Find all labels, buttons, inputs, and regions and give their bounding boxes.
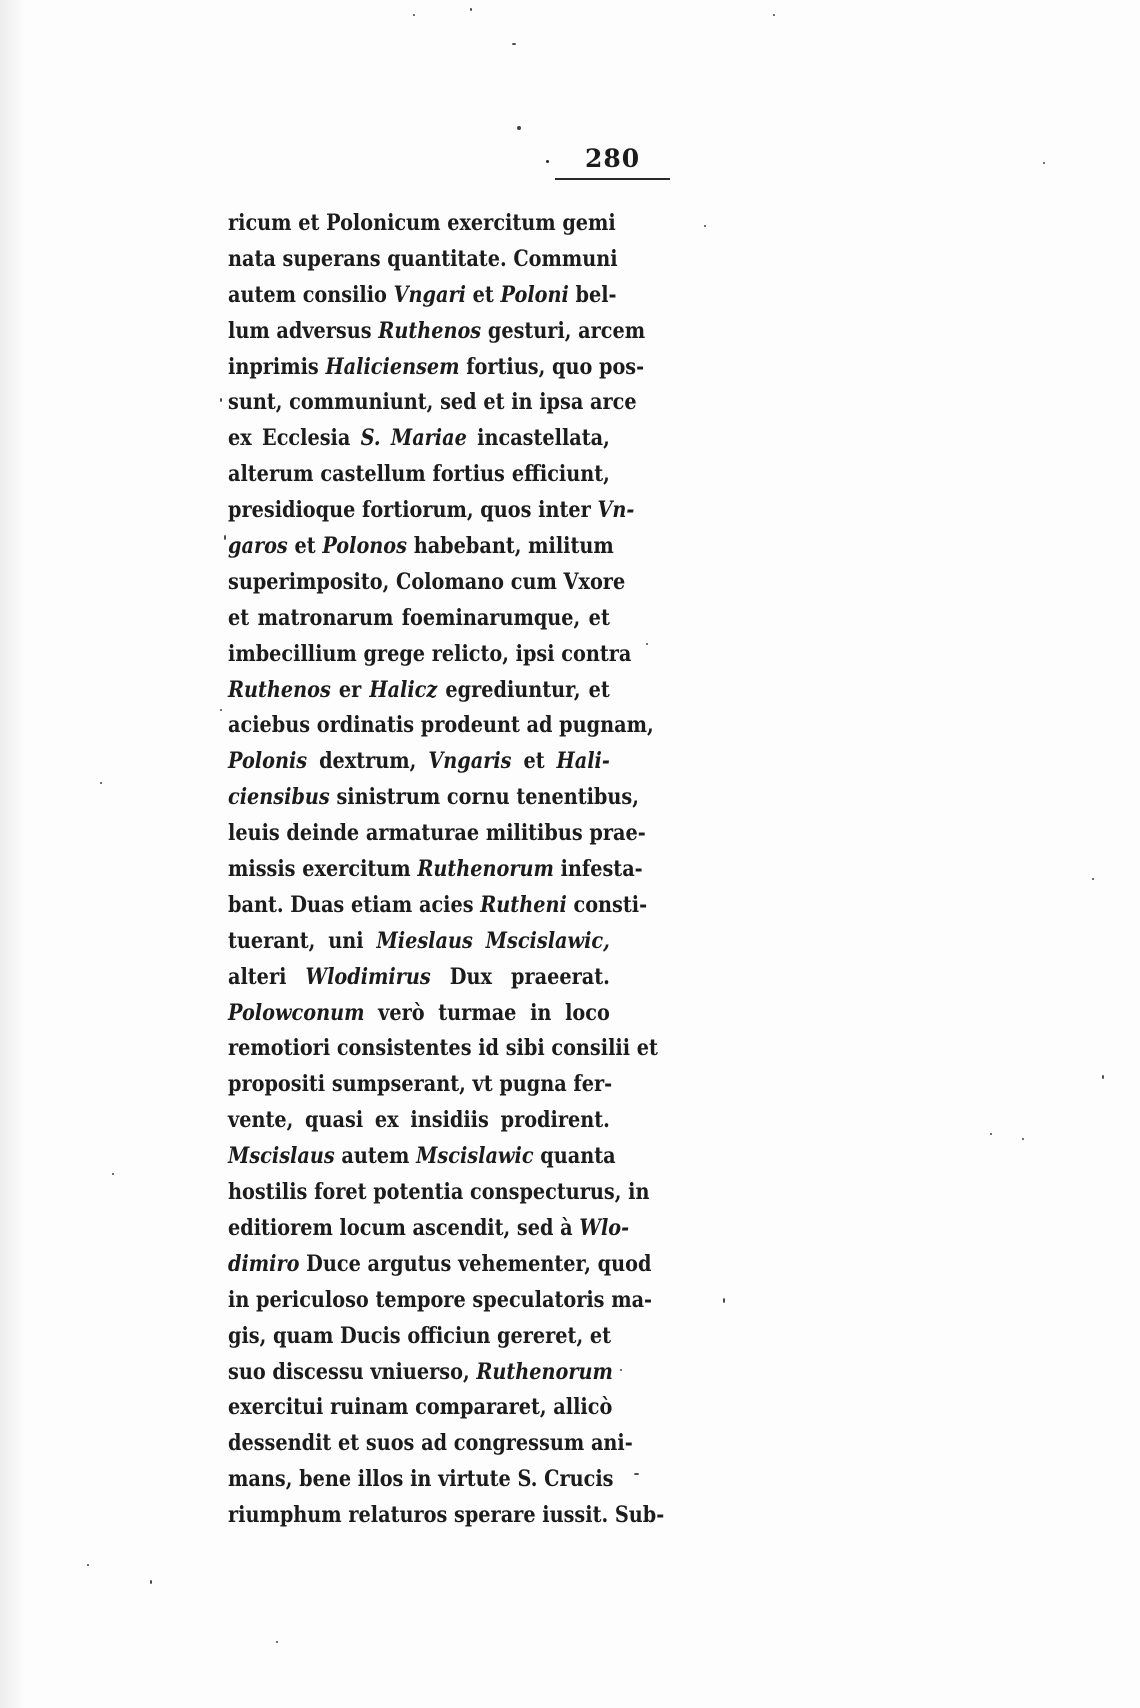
text-segment: propositi sumpserant, vt pugna fer- [228,1071,613,1098]
italic-name: Ruthenorum [417,856,554,883]
italic-name: Haliciensem [325,353,460,380]
text-segment: et [465,281,501,308]
italic-name: Polowconum [228,999,365,1026]
text-segment: autem [334,1143,417,1170]
scan-speck [220,709,222,711]
text-segment: imbecillium grege relicto, ipsi contra [228,640,632,667]
text-line [228,996,610,1032]
text-segment: nata superans quantitate. Communi [228,245,618,272]
italic-name: Ruthenos [378,317,482,344]
page-edge-shadow [0,0,26,1708]
text-segment: bel- [568,281,617,308]
text-segment: vente, quasi ex insidiis prodirent. [228,1107,610,1134]
text-segment: exercitui ruinam compararet, allicò [228,1394,613,1421]
text-line [228,1426,633,1462]
text-segment: Dux praeerat. [430,963,610,990]
italic-name: Polonos [322,533,408,560]
text-segment: hostilis foret potentia conspecturus, in [228,1179,650,1206]
text-segment: infesta- [553,856,643,883]
text-segment: consti- [566,891,648,918]
text-line [228,457,610,493]
text-segment: suo discessu vniuerso, [228,1358,477,1385]
text-line [228,888,648,924]
text-line [228,385,637,421]
text-segment: ex Ecclesia [228,425,361,452]
text-line [228,1103,610,1139]
text-segment: sunt, communiunt, sed et in ipsa arce [228,389,637,416]
scan-speck [150,1580,152,1584]
text-line [228,960,610,996]
text-segment: habebant, militum [407,533,614,560]
text-line [228,206,616,242]
text-segment: gesturi, arcem [481,317,646,344]
scan-speck [470,8,472,11]
text-segment: et [287,533,323,560]
text-line [228,1390,613,1426]
scan-speck [87,1564,89,1566]
text-line [228,1247,652,1283]
text-segment: incastellata, [466,425,610,452]
italic-name: Vngari [393,281,466,308]
text-line [228,1175,650,1211]
text-line [228,1319,610,1355]
scan-speck [276,1641,278,1643]
text-segment: missis exercitum [228,856,418,883]
text-line [228,529,614,565]
text-line [228,601,610,637]
text-segment: editiorem locum ascendit, sed à [228,1214,580,1241]
italic-name: Hali- [556,748,610,775]
scan-speck [1092,878,1094,880]
text-line [228,637,632,673]
text-segment: quanta [533,1143,616,1170]
scan-speck [620,1369,622,1371]
text-line [228,1462,614,1498]
text-segment: autem consilio [228,281,394,308]
text-line [228,1067,613,1103]
scan-speck [634,1473,639,1475]
text-segment: mans, bene illos in virtute S. Crucis [228,1466,614,1493]
text-segment: presidioque fortiorum, quos inter [228,497,598,524]
text-segment: superimposito, Colomano cum Vxore [228,568,626,595]
scan-speck [220,398,222,402]
text-segment: sinistrum cornu tenentibus, [329,784,639,811]
scan-speck [990,1133,992,1135]
text-segment: lum adversus [228,317,379,344]
page-number: 280 [585,144,641,173]
text-line [228,1355,613,1391]
text-line [228,852,643,888]
text-segment: alterum castellum fortius efficiunt, [228,461,610,488]
scan-speck [1102,1075,1104,1079]
text-line [228,350,645,386]
header-rule [555,178,670,180]
text-line [228,816,646,852]
text-segment: ricum et Polonicum exercitum gemi [228,210,616,236]
italic-name: Mscislaus [228,1143,335,1170]
text-segment: tuerant, uni [228,927,377,954]
italic-name: Vngaris [428,748,512,775]
text-line [228,673,610,709]
italic-name: Poloni [500,281,569,308]
text-line [228,421,610,457]
scan-speck [704,225,706,227]
italic-name: Halicz [369,676,438,703]
text-line [228,278,617,314]
text-segment: verò turmae in loco [364,999,610,1026]
text-segment: leuis deinde armaturae militibus prae- [228,820,646,847]
italic-name: garos [228,533,288,560]
italic-name: ciensibus [228,784,330,811]
text-line [228,242,618,278]
scan-speck [517,126,521,130]
scan-speck [512,43,516,45]
text-line [228,924,610,960]
italic-name: Wlo- [579,1214,630,1241]
text-segment: alteri [228,963,306,990]
text-segment: er [330,676,370,703]
italic-name: Ruthenos [228,676,331,703]
text-segment: egrediuntur, et [437,676,610,703]
text-segment: in periculoso tempore speculatoris ma- [228,1286,653,1313]
italic-name: Vn- [597,497,635,524]
scan-speck [413,14,415,16]
scan-speck [646,643,648,645]
text-segment: dextrum, [307,748,429,775]
italic-name: Mscislawic [416,1143,534,1170]
text-segment: et matronarum foeminarumque, et [228,604,610,631]
italic-name: Rutheni [480,891,567,918]
text-line [228,708,654,744]
scan-speck [773,14,775,16]
text-segment: et [511,748,557,775]
header-mark [546,160,549,163]
text-segment: aciebus ordinatis prodeunt ad pugnam, [228,712,654,739]
scan-speck [112,1173,114,1175]
text-line [228,1498,665,1534]
text-line [228,1031,658,1067]
text-line [228,565,626,601]
text-line [228,780,639,816]
body-text [228,206,665,1534]
italic-name: Mieslaus Mscislawic, [376,927,610,954]
italic-name: dimiro [228,1250,300,1277]
scan-speck [100,782,102,784]
text-line [228,314,646,350]
text-segment: riumphum relaturos sperare iussit. Sub- [228,1502,665,1529]
italic-name: Wlodimirus [305,963,431,990]
text-line [228,1139,616,1175]
italic-name: Polonis [228,748,308,775]
text-segment: gis, quam Ducis officiun gereret, et [228,1322,611,1349]
scan-speck [1043,162,1045,164]
text-segment: fortius, quo pos- [459,353,645,380]
scan-speck [1022,1138,1024,1140]
scan-speck [723,1298,725,1303]
text-segment: Duce argutus vehementer, quod [299,1250,652,1277]
text-line [228,1211,630,1247]
text-line [228,493,635,529]
text-segment: remotiori consistentes id sibi consilii et [228,1035,658,1062]
italic-name: S. Mariae [360,425,467,452]
text-line [228,744,610,780]
scan-speck [224,535,226,540]
text-segment: dessendit et suos ad congressum ani- [228,1430,633,1457]
text-line [228,1283,653,1319]
italic-name: Ruthenorum [476,1358,613,1385]
text-segment: bant. Duas etiam acies [228,891,481,918]
text-segment: inprimis [228,353,326,380]
